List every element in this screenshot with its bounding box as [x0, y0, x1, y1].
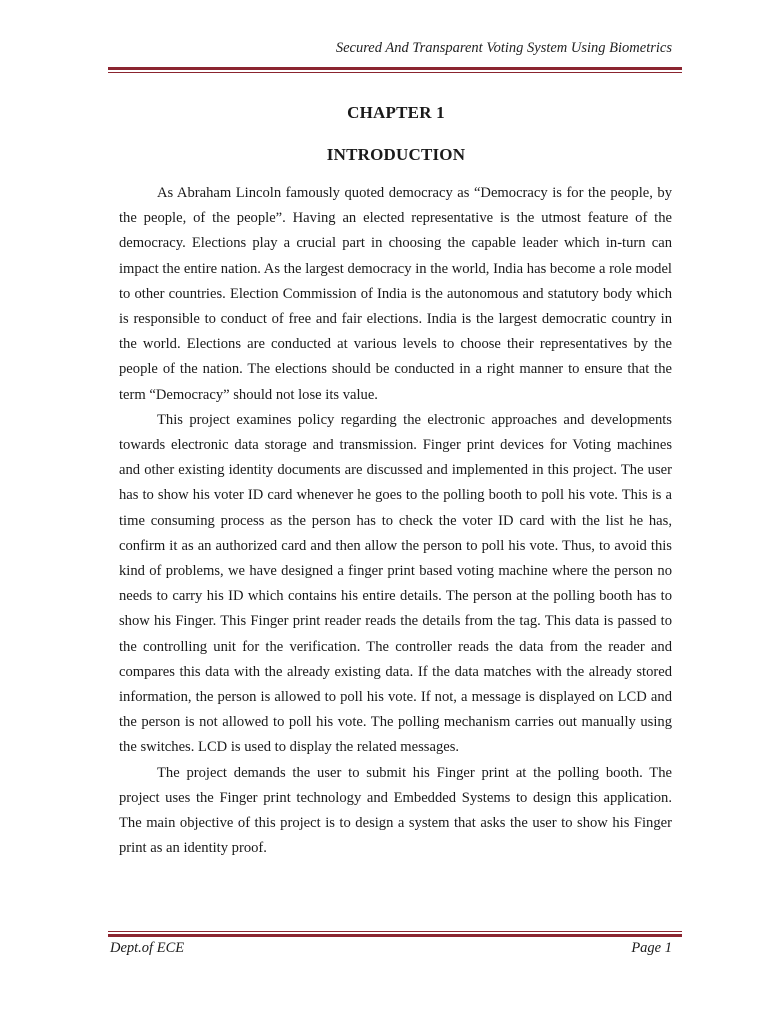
chapter-number: CHAPTER 1	[347, 103, 445, 122]
chapter-title: INTRODUCTION	[326, 145, 466, 164]
body-text	[119, 181, 672, 861]
footer-department: Dept.of ECE	[110, 940, 185, 956]
paragraph: The project demands the user to submit his Finger print at the polling booth. The project uses the Finger print technology and Embedded Systems to design this application. The main objective of this project is to design a system that asks the user to show his Finger print as an identity proof.	[119, 764, 672, 857]
footer-rule-thick	[108, 934, 682, 937]
header-rule	[108, 67, 682, 75]
paragraph: As Abraham Lincoln famously quoted democracy as “Democracy is for the people, by the people, of the people”. Having an elected representative is the utmost feature of the democracy. Elections play a crucial part in choosing the capable leader which in-turn can impact the entire nation. As the largest democracy in the world, India has become a role model to other countries. Election Commission of India is the autonomous and statutory body which is responsible to conduct of free and fair elections. India is the largest democratic country in the world. Elections are conducted at various levels to choose their representatives by the people of the nation. The elections should be conducted in a right manner to ensure that the term “Democracy” should not lose its value.	[119, 185, 672, 403]
footer-rule	[108, 931, 682, 937]
page-number: Page 1	[631, 940, 672, 956]
running-header: Secured And Transparent Voting System Using Biometrics	[335, 40, 672, 56]
paragraph: This project examines policy regarding the electronic approaches and developments towards electronic data storage and transmission. Finger print devices for Voting machines and other existing identity documents are discussed and implemented in this project. The user has to show his voter ID card whenever he goes to the polling booth to poll his vote. This is a time consuming process as the person has to check the voter ID card with the list he has, confirm it as an authorized card and then allow the person to poll his vote. Thus, to avoid this kind of problems, we have designed a finger print based voting machine where the person no needs to carry his ID which contains his entire details. The person at the polling booth has to show his Finger. This Finger print reader reads the details from the tag. This data is passed to the controlling unit for the verification. The controller reads the data from the reader and compares this data with the already existing data. If the data matches with the already stored information, the person is allowed to poll his vote. If not, a message is displayed on LCD and the person is not allowed to poll his vote. The polling mechanism carries out manually using the switches. LCD is used to display the related messages.	[119, 411, 672, 756]
header-rule-thick	[108, 67, 682, 70]
header-rule-thin	[108, 72, 682, 73]
footer-rule-thin	[108, 931, 682, 932]
